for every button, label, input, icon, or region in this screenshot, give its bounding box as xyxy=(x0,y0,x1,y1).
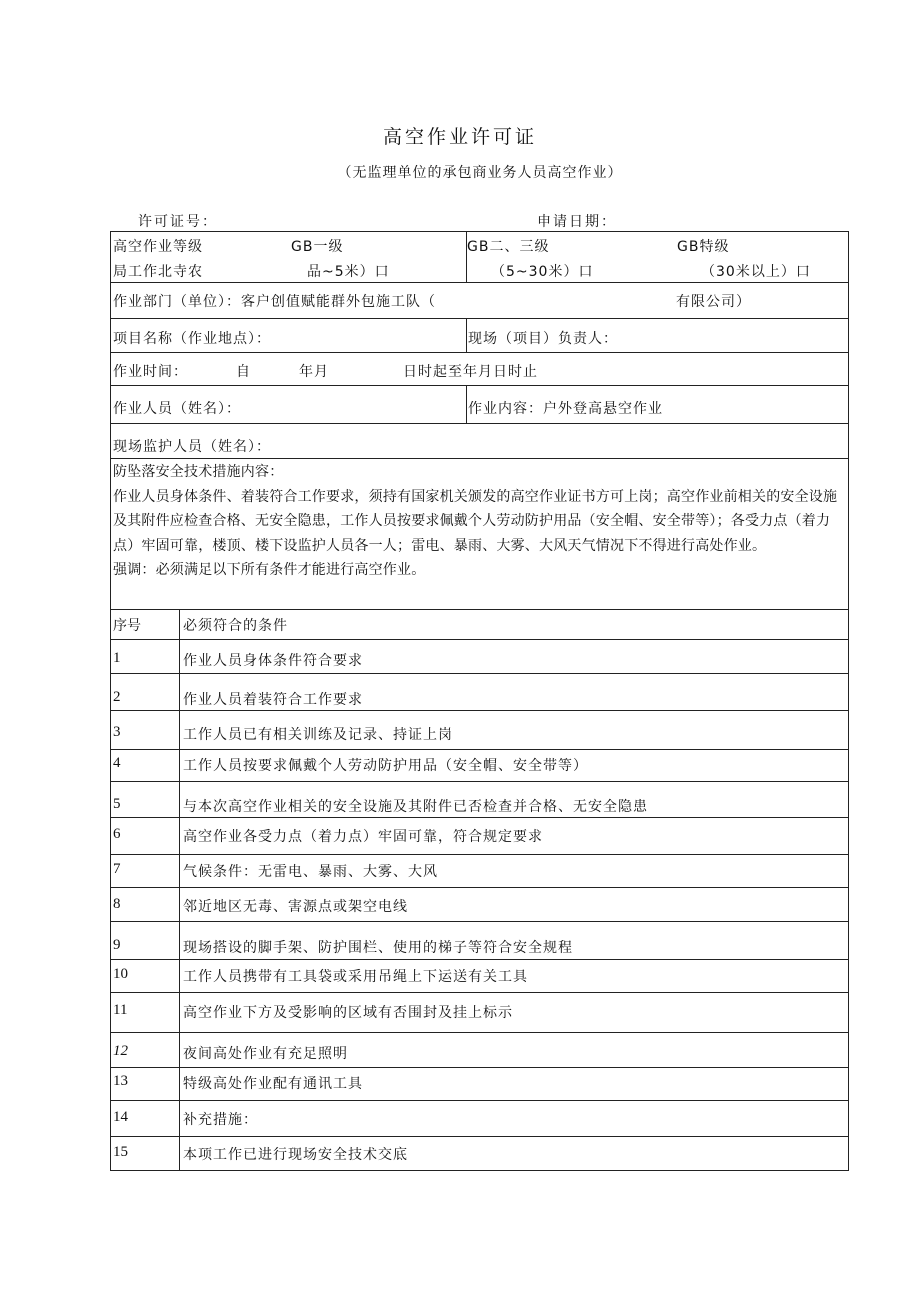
row-condition: 现场搭设的脚手架、防护围栏、使用的梯子等符合安全规程 xyxy=(183,940,573,956)
project-name-field: 项目名称（作业地点）： xyxy=(113,331,271,347)
row-number: 15 xyxy=(113,1144,128,1160)
measures-block xyxy=(113,460,848,583)
row-condition: 本项工作已进行现场安全技术交底 xyxy=(183,1147,408,1163)
row-condition: 高空作业各受力点（着力点）牢固可靠，符合规定要求 xyxy=(183,829,543,845)
level-label: 高空作业等级 xyxy=(113,239,203,255)
row-condition: 特级高处作业配有通讯工具 xyxy=(183,1076,363,1092)
row-condition: 与本次高空作业相关的安全设施及其附件已否检查并合格、无安全隐患 xyxy=(183,799,648,815)
checklist-header-condition: 必须符合的条件 xyxy=(183,618,288,634)
row-number: 10 xyxy=(113,966,128,982)
row-number: 9 xyxy=(113,937,121,953)
measures-emphasis: 强调：必须满足以下所有条件才能进行高空作业。 xyxy=(113,562,426,578)
level-3-range: （30米以上）口 xyxy=(701,264,811,280)
level-1-range: 品~5米）口 xyxy=(307,264,390,280)
row-condition: 工作人员已有相关训练及记录、持证上岗 xyxy=(183,727,453,743)
measures-heading: 防坠落安全技术措施内容： xyxy=(113,464,284,480)
measures-body: 作业人员身体条件、着装符合工作要求，须持有国家机关颁发的高空作业证书方可上岗；高空作业前相关的安全设施及其附件应检查合格、无安全隐患，工作人员按要求佩戴个人劳动防护用品（安全帽、安全带等）；各受力点（着力点）牢固可靠，楼顶、楼下设监护人员各一人；雷电、暴雨、大雾、大风天气情况下不得进行高处作业。 xyxy=(113,488,838,554)
row-number: 13 xyxy=(113,1073,128,1089)
site-leader-field: 现场（项目）负责人： xyxy=(468,331,618,347)
work-time-label: 作业时间： xyxy=(113,364,188,380)
row-number: 8 xyxy=(113,896,121,912)
row-number: 4 xyxy=(113,755,121,771)
row-condition: 气候条件：无雷电、暴雨、大雾、大风 xyxy=(183,864,438,880)
document-title: 高空作业许可证 xyxy=(382,126,537,148)
workers-field: 作业人员（姓名）： xyxy=(113,401,241,417)
work-time-from: 自 xyxy=(236,364,251,380)
row-condition: 补充措施： xyxy=(183,1112,258,1128)
row-number: 2 xyxy=(113,689,121,705)
level-1: GB一级 xyxy=(291,239,344,255)
checklist-header-no: 序号 xyxy=(113,618,141,634)
row-number: 11 xyxy=(113,1002,128,1018)
row-number: 12 xyxy=(113,1043,128,1059)
guard-field: 现场监护人员（姓名）： xyxy=(113,439,271,455)
row-condition: 夜间高处作业有充足照明 xyxy=(183,1046,348,1062)
row-number: 1 xyxy=(113,650,121,666)
row-number: 6 xyxy=(113,826,121,842)
work-time-range: 日时起至年月日时止 xyxy=(403,364,538,380)
department-field: 作业部门（单位）：客户创值赋能群外包施工队（ xyxy=(113,294,436,310)
level-3: GB特级 xyxy=(677,239,730,255)
document-subtitle: （无监理单位的承包商业务人员高空作业） xyxy=(337,165,623,181)
permit-table xyxy=(110,231,849,1171)
level-label-2: 局工作北寺农 xyxy=(113,264,203,280)
row-condition: 工作人员按要求佩戴个人劳动防护用品（安全帽、安全带等） xyxy=(183,758,588,774)
work-content-field: 作业内容：户外登高悬空作业 xyxy=(468,401,663,417)
work-time-year-month: 年月 xyxy=(299,364,329,380)
level-2-range: （5~30米）口 xyxy=(491,264,594,280)
row-condition: 高空作业下方及受影响的区域有否围封及挂上标示 xyxy=(183,1005,513,1021)
department-company: 有限公司） xyxy=(676,294,751,310)
row-condition: 作业人员身体条件符合要求 xyxy=(183,653,363,669)
row-condition: 邻近地区无毒、害源点或架空电线 xyxy=(183,899,408,915)
row-number: 5 xyxy=(113,796,121,812)
row-condition: 作业人员着装符合工作要求 xyxy=(183,692,363,708)
apply-date-label: 申请日期： xyxy=(537,214,617,230)
level-2: GB二、三级 xyxy=(467,239,550,255)
row-number: 7 xyxy=(113,861,121,877)
permit-number-label: 许可证号： xyxy=(138,214,218,230)
row-number: 3 xyxy=(113,724,121,740)
row-condition: 工作人员携带有工具袋或采用吊绳上下运送有关工具 xyxy=(183,969,528,985)
row-number: 14 xyxy=(113,1109,128,1125)
